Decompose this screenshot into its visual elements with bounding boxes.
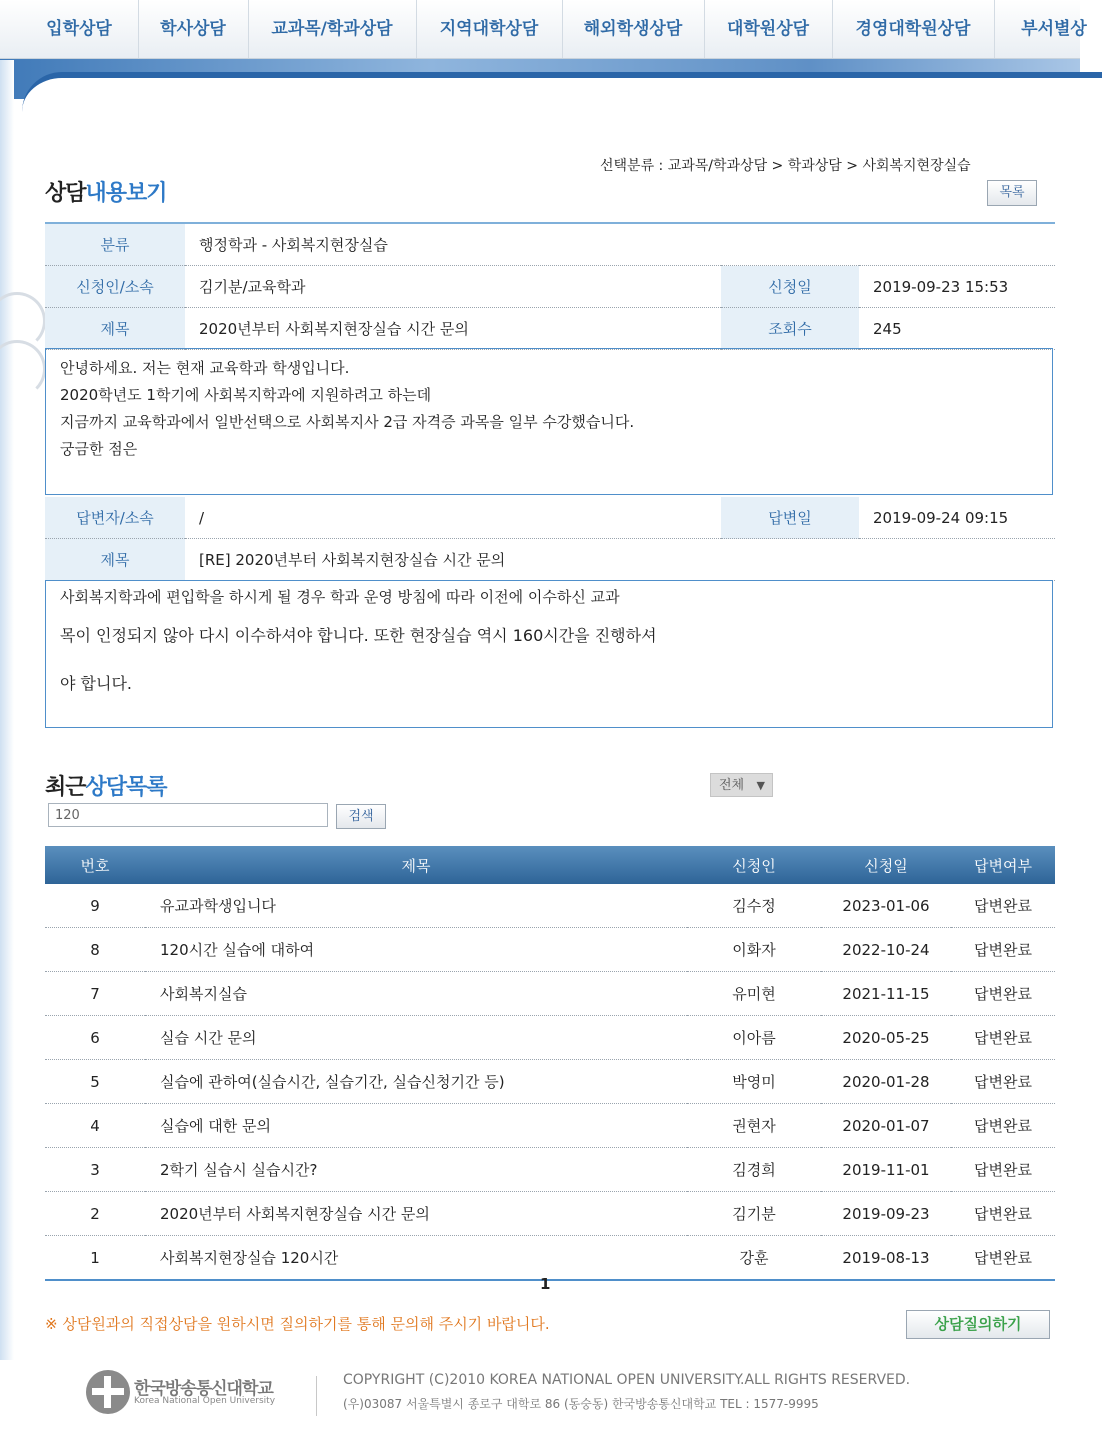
answer-line: 사회복지학과에 편입학을 하시게 될 경우 학과 운영 방침에 따라 이전에 이수하신 교과 bbox=[60, 588, 620, 606]
footer-divider bbox=[316, 1376, 317, 1416]
row-status: 답변완료 bbox=[951, 1016, 1055, 1060]
nav-tab-academic[interactable]: 학사상담 bbox=[138, 0, 249, 58]
answer-body bbox=[45, 580, 1053, 728]
question-line: 지금까지 교육학과에서 일반선택으로 사회복지사 2급 자격증 과목을 일부 수강했습니다. bbox=[60, 413, 635, 431]
row-applicant: 김기분 bbox=[687, 1192, 821, 1236]
views-value: 245 bbox=[859, 308, 1055, 350]
nav-tab-course[interactable]: 교과목/학과상담 bbox=[248, 0, 417, 58]
row-applicant: 권현자 bbox=[687, 1104, 821, 1148]
filter-select-value: 전체 bbox=[719, 778, 745, 793]
row-date: 2019-09-23 bbox=[821, 1192, 951, 1236]
row-date: 2022-10-24 bbox=[821, 928, 951, 972]
row-number: 2 bbox=[45, 1192, 145, 1236]
row-number: 9 bbox=[45, 884, 145, 928]
answer-date-label: 답변일 bbox=[721, 497, 859, 539]
column-header: 답변여부 bbox=[951, 846, 1055, 884]
answer-subject-label: 제목 bbox=[45, 539, 185, 581]
row-applicant: 이화자 bbox=[687, 928, 821, 972]
row-applicant: 강훈 bbox=[687, 1236, 821, 1281]
row-title[interactable]: 유교과학생입니다 bbox=[145, 884, 687, 928]
apply-date-label: 신청일 bbox=[721, 266, 859, 308]
answer-subject-value: [RE] 2020년부터 사회복지현장실습 시간 문의 bbox=[185, 539, 1055, 581]
applicant-value: 김기분/교육학과 bbox=[185, 266, 721, 308]
pagination-current-page[interactable]: 1 bbox=[540, 1275, 551, 1293]
nav-tab-business-graduate[interactable]: 경영대학원상담 bbox=[832, 0, 995, 58]
chevron-down-icon: ▼ bbox=[756, 779, 765, 792]
left-decoration bbox=[0, 60, 14, 1360]
question-body bbox=[45, 348, 1053, 495]
row-title[interactable]: 실습 시간 문의 bbox=[145, 1016, 687, 1060]
nav-tab-department[interactable]: 부서별상 bbox=[1021, 19, 1087, 39]
row-date: 2020-01-28 bbox=[821, 1060, 951, 1104]
row-title[interactable]: 120시간 실습에 대하여 bbox=[145, 928, 687, 972]
column-header: 번호 bbox=[45, 846, 145, 884]
table-row[interactable] bbox=[45, 884, 1055, 928]
table-row[interactable] bbox=[45, 1104, 1055, 1148]
ask-button[interactable]: 상담질의하기 bbox=[906, 1310, 1050, 1339]
row-applicant: 김수정 bbox=[687, 884, 821, 928]
nav-tab-admission[interactable]: 입학상담 bbox=[20, 0, 139, 58]
row-status: 답변완료 bbox=[951, 1148, 1055, 1192]
row-title[interactable]: 사회복지실습 bbox=[145, 972, 687, 1016]
row-status: 답변완료 bbox=[951, 1104, 1055, 1148]
row-title[interactable]: 2학기 실습시 실습시간? bbox=[145, 1148, 687, 1192]
row-number: 1 bbox=[45, 1236, 145, 1281]
row-applicant: 박영미 bbox=[687, 1060, 821, 1104]
table-row[interactable] bbox=[45, 972, 1055, 1016]
search-button[interactable]: 검색 bbox=[336, 804, 386, 829]
table-row[interactable] bbox=[45, 1236, 1055, 1281]
list-button[interactable]: 목록 bbox=[987, 180, 1037, 206]
subject-value: 2020년부터 사회복지현장실습 시간 문의 bbox=[185, 308, 721, 350]
nav-tab-graduate[interactable]: 대학원상담 bbox=[704, 0, 833, 58]
question-line: 안녕하세요. 저는 현재 교육학과 학생입니다. bbox=[60, 359, 350, 377]
row-status: 답변완료 bbox=[951, 1060, 1055, 1104]
detail-table bbox=[45, 222, 1055, 350]
breadcrumb: 선택분류 : 교과목/학과상담 > 학과상담 > 사회복지현장실습 bbox=[600, 158, 971, 174]
answer-line: 목이 인정되지 않아 다시 이수하셔야 합니다. 또한 현장실습 역시 160시간을 진행하셔 bbox=[60, 626, 657, 645]
subject-label: 제목 bbox=[45, 308, 185, 350]
copyright-text: COPYRIGHT (C)2010 KOREA NATIONAL OPEN UNIVERSITY.ALL RIGHTS RESERVED. bbox=[343, 1372, 911, 1388]
row-date: 2021-11-15 bbox=[821, 972, 951, 1016]
row-status: 답변완료 bbox=[951, 1236, 1055, 1281]
column-header: 신청인 bbox=[687, 846, 821, 884]
nav-tab-overseas[interactable]: 해외학생상담 bbox=[562, 0, 705, 58]
row-title[interactable]: 실습에 관하여(실습시간, 실습기간, 실습신청기간 등) bbox=[145, 1060, 687, 1104]
column-header: 제목 bbox=[145, 846, 687, 884]
search-input[interactable]: 120 bbox=[48, 803, 328, 827]
row-status: 답변완료 bbox=[951, 928, 1055, 972]
answer-date-value: 2019-09-24 09:15 bbox=[859, 497, 1055, 539]
category-label: 분류 bbox=[45, 223, 185, 266]
table-row[interactable] bbox=[45, 1148, 1055, 1192]
answerer-value: / bbox=[185, 497, 721, 539]
row-status: 답변완료 bbox=[951, 884, 1055, 928]
row-number: 6 bbox=[45, 1016, 145, 1060]
row-applicant: 김경희 bbox=[687, 1148, 821, 1192]
answer-line: 야 합니다. bbox=[60, 674, 132, 693]
answer-table bbox=[45, 497, 1055, 581]
row-date: 2019-08-13 bbox=[821, 1236, 951, 1281]
views-label: 조회수 bbox=[721, 308, 859, 350]
university-logo: 한국방송통신대학교 Korea National Open University bbox=[84, 1368, 314, 1416]
table-row[interactable] bbox=[45, 1192, 1055, 1236]
filter-select[interactable] bbox=[710, 773, 773, 797]
category-value: 행정학과 - 사회복지현장실습 bbox=[185, 223, 1055, 266]
row-applicant: 유미현 bbox=[687, 972, 821, 1016]
top-navigation bbox=[0, 0, 1087, 59]
row-number: 7 bbox=[45, 972, 145, 1016]
answerer-label: 답변자/소속 bbox=[45, 497, 185, 539]
address-text: (우)03087 서울특별시 종로구 대학로 86 (동숭동) 한국방송통신대학교 TEL : 1577-9995 bbox=[343, 1397, 819, 1411]
row-date: 2020-05-25 bbox=[821, 1016, 951, 1060]
nav-tab-regional[interactable]: 지역대학상담 bbox=[416, 0, 563, 58]
recent-section-title: 최근상담목록 bbox=[45, 775, 167, 800]
apply-date-value: 2019-09-23 15:53 bbox=[859, 266, 1055, 308]
notice-text: ※ 상담원과의 직접상담을 원하시면 질의하기를 통해 문의해 주시기 바랍니다. bbox=[45, 1315, 550, 1333]
row-title[interactable]: 실습에 대한 문의 bbox=[145, 1104, 687, 1148]
applicant-label: 신청인/소속 bbox=[45, 266, 185, 308]
row-date: 2020-01-07 bbox=[821, 1104, 951, 1148]
table-row[interactable] bbox=[45, 928, 1055, 972]
row-applicant: 이아름 bbox=[687, 1016, 821, 1060]
row-status: 답변완료 bbox=[951, 972, 1055, 1016]
detail-section-title: 상담내용보기 bbox=[45, 181, 167, 206]
column-header: 신청일 bbox=[821, 846, 951, 884]
table-row[interactable] bbox=[45, 1016, 1055, 1060]
row-number: 4 bbox=[45, 1104, 145, 1148]
row-date: 2023-01-06 bbox=[821, 884, 951, 928]
row-date: 2019-11-01 bbox=[821, 1148, 951, 1192]
recent-list-table bbox=[45, 846, 1055, 1281]
row-number: 3 bbox=[45, 1148, 145, 1192]
question-line: 2020학년도 1학기에 사회복지학과에 지원하려고 하는데 bbox=[60, 386, 432, 404]
question-line: 궁금한 점은 bbox=[60, 440, 138, 458]
table-row[interactable] bbox=[45, 1060, 1055, 1104]
university-emblem-icon bbox=[84, 1368, 132, 1416]
row-number: 8 bbox=[45, 928, 145, 972]
row-number: 5 bbox=[45, 1060, 145, 1104]
row-title[interactable]: 사회복지현장실습 120시간 bbox=[145, 1236, 687, 1281]
row-status: 답변완료 bbox=[951, 1192, 1055, 1236]
table-header-row bbox=[45, 846, 1055, 884]
row-title[interactable]: 2020년부터 사회복지현장실습 시간 문의 bbox=[145, 1192, 687, 1236]
